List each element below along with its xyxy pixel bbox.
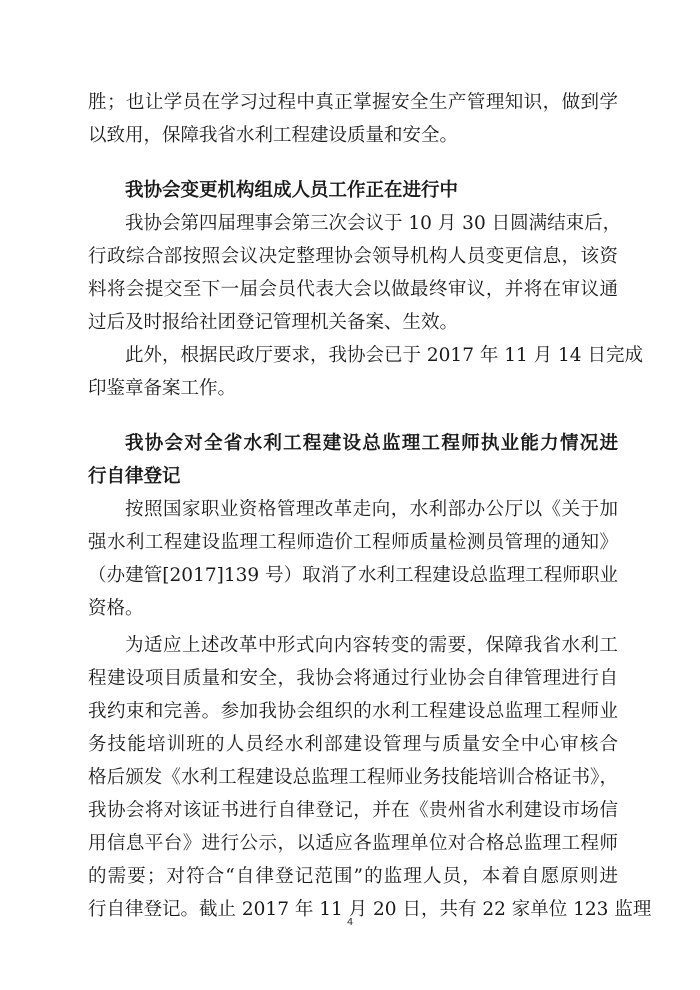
text-line: 行政综合部按照会议决定整理协会领导机构人员变更信息，该资 (88, 246, 618, 267)
text-line: 格后颁发《水利工程建设总监理工程师业务技能培训合格证书》， (88, 767, 618, 788)
document-page (88, 86, 652, 926)
text-line: 过后及时报给社团登记管理机关备案、生效。 (88, 312, 459, 333)
text-line: 强水利工程建设监理工程师造价工程师质量检测员管理的通知》 (88, 532, 618, 553)
page-number: 4 (346, 917, 354, 928)
text-line: 的需要；对符合“自律登记范围”的监理人员，本着自愿原则进 (88, 866, 618, 887)
text-line: 以致用，保障我省水利工程建设质量和安全。 (88, 125, 459, 146)
text-line: 用信息平台》进行公示，以适应各监理单位对合格总监理工程师 (88, 833, 618, 854)
text-line: 我约束和完善。参加我协会组织的水利工程建设总监理工程师业 (88, 701, 618, 722)
text-line: 我协会将对该证书进行自律登记，并在《贵州省水利建设市场信 (88, 800, 618, 821)
heading-line: 我协会对全省水利工程建设总监理工程师执业能力情况进 (125, 433, 618, 454)
text-line: 料将会提交至下一届会员代表大会以做最终审议，并将在审议通 (88, 279, 618, 300)
section1-paragraph-2 (88, 339, 643, 405)
text-line: 程建设项目质量和安全，我协会将通过行业协会自律管理进行自 (88, 668, 618, 689)
text-line: 资格。 (88, 598, 144, 619)
heading-line: 行自律登记 (88, 466, 181, 487)
text-line: 为适应上述改革中形式向内容转变的需要，保障我省水利工 (125, 635, 618, 656)
section-heading-personnel-change: 我协会变更机构组成人员工作正在进行中 (125, 180, 459, 201)
text-line: 我协会第四届理事会第三次会议于 10 月 30 日圆满结束后， (125, 213, 622, 234)
intro-paragraph (88, 86, 618, 152)
section2-paragraph-2 (88, 629, 652, 926)
text-line: 印鉴章备案工作。 (88, 378, 237, 399)
text-line: 务技能培训班的人员经水利部建设管理与质量安全中心审核合 (88, 734, 618, 755)
section-heading-self-regulation (88, 427, 618, 493)
text-line: 按照国家职业资格管理改革走向，水利部办公厅以《关于加 (125, 499, 618, 520)
text-line: 行自律登记。截止 2017 年 11 月 20 日，共有 22 家单位 123 监理 (88, 899, 652, 920)
text-line: 此外，根据民政厅要求，我协会已于 2017 年 11 月 14 日完成 (125, 345, 643, 366)
section1-paragraph-1 (88, 207, 622, 339)
text-line: 胜；也让学员在学习过程中真正掌握安全生产管理知识，做到学 (88, 92, 618, 113)
text-line: （办建管[2017]139 号）取消了水利工程建设总监理工程师职业 (88, 565, 618, 586)
section2-paragraph-1 (88, 493, 618, 625)
